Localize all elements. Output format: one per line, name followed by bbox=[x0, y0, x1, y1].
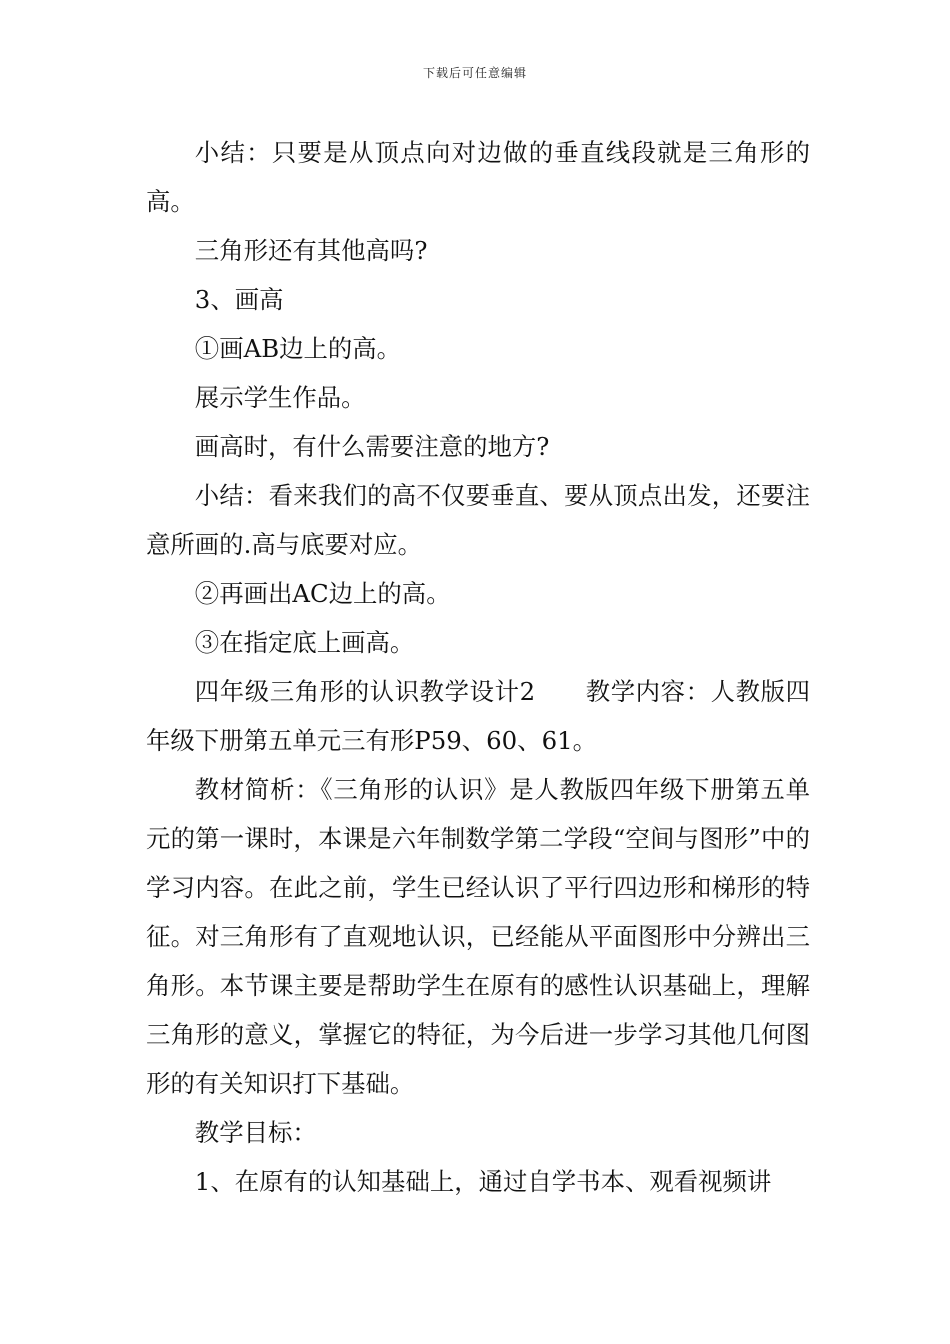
paragraph-attention-question: 画高时，有什么需要注意的地方? bbox=[194, 432, 550, 461]
paragraph-show-student-work: 展示学生作品。 bbox=[194, 383, 366, 412]
paragraph-draw-ac-height: ②再画出AC边上的高。 bbox=[194, 579, 451, 608]
paragraph-summary-height: 小结：只要是从顶点向对边做的垂直线段就是三角形的高。 bbox=[146, 138, 810, 216]
paragraph-draw-ab-height: ①画AB边上的高。 bbox=[194, 334, 402, 363]
paragraph-teaching-goals-heading: 教学目标： bbox=[194, 1118, 317, 1147]
paragraph-draw-height-heading: 3、画高 bbox=[194, 285, 284, 314]
paragraph-goal-1: 1、在原有的认知基础上，通过自学书本、观看视频讲 bbox=[194, 1167, 772, 1196]
document-body bbox=[146, 128, 810, 1206]
paragraph-draw-on-base: ③在指定底上画高。 bbox=[194, 628, 415, 657]
paragraph-summary-correspond: 小结：看来我们的高不仅要垂直、要从顶点出发，还要注意所画的.高与底要对应。 bbox=[146, 481, 810, 559]
paragraph-other-heights-question: 三角形还有其他高吗? bbox=[194, 236, 428, 265]
paragraph-textbook-analysis: 教材简析：《三角形的认识》是人教版四年级下册第五单元的第一课时，本课是六年制数学第二学段“空间与图形”中的学习内容。在此之前，学生已经认识了平行四边形和梯形的特征。对三角形有了直观地认识，已经能从平面图形中分辨出三角形。本节课主要是帮助学生在原有的感性认识基础上，理解三角形的意义，掌握它的特征，为今后进一步学习其他几何图形的有关知识打下基础。 bbox=[146, 775, 810, 1098]
paragraph-design-2-content: 四年级三角形的认识教学设计2 教学内容：人教版四年级下册第五单元三有形P59、60、61。 bbox=[146, 677, 810, 755]
page-header: 下载后可任意编辑 bbox=[422, 66, 527, 80]
